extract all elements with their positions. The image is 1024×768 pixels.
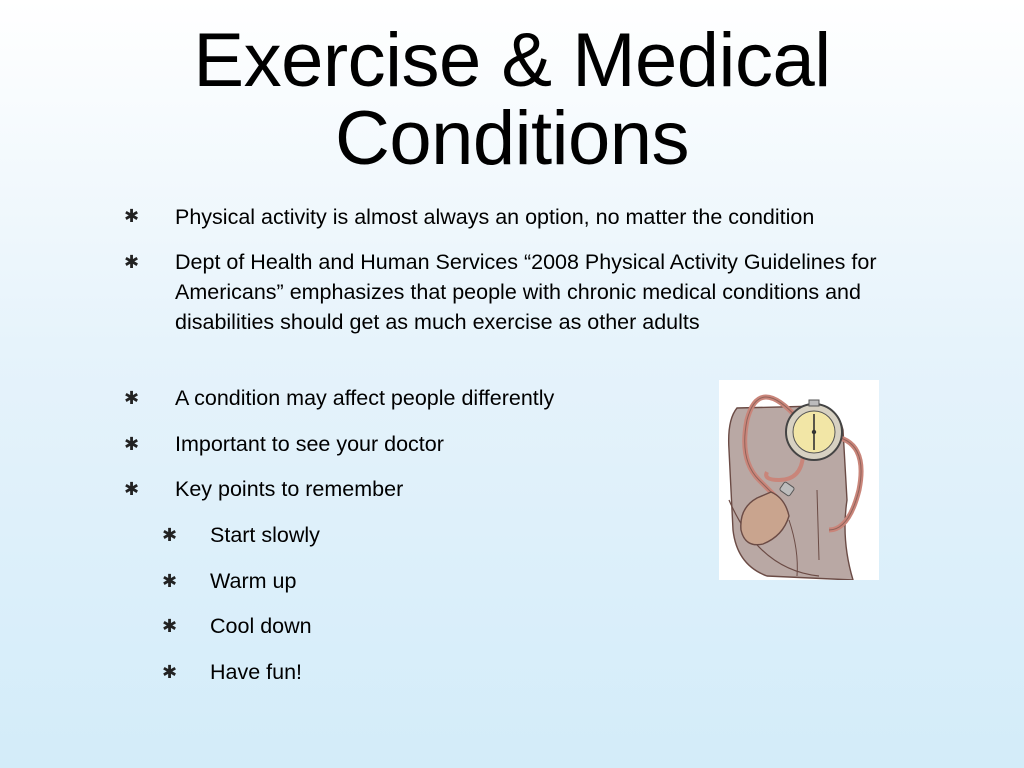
sub-bullet-item: Warm up — [210, 569, 297, 593]
sub-bullet-marker: ✱ — [162, 571, 178, 592]
sub-bullet-marker: ✱ — [162, 616, 178, 637]
sub-bullet-item: Have fun! — [210, 660, 303, 684]
slide-title: Exercise & Medical Conditions — [193, 18, 831, 181]
sub-bullet-marker: ✱ — [162, 525, 178, 546]
bullet-item: Important to see your doctor — [175, 432, 444, 456]
sub-bullet-marker: ✱ — [162, 662, 178, 683]
blood-pressure-cuff-icon — [719, 380, 879, 580]
bullet-marker: ✱ — [124, 479, 140, 500]
bullet-marker: ✱ — [124, 206, 140, 227]
bullet-marker: ✱ — [124, 388, 140, 409]
sub-bullet-item: Start slowly — [210, 523, 320, 547]
bullet-item: Dept of Health and Human Services “2008 Physical Activity Guidelines for Americans” emphasizes that people with chronic medical conditions and disabilities should get as much exercise as other adults — [175, 250, 877, 334]
sub-bullet-item: Cool down — [210, 614, 312, 638]
bullet-item: A condition may affect people differently — [175, 386, 555, 410]
bullet-item: Key points to remember — [175, 477, 404, 501]
bullet-marker: ✱ — [124, 434, 140, 455]
bullet-marker: ✱ — [124, 252, 140, 273]
bullet-item: Physical activity is almost always an option, no matter the condition — [175, 205, 815, 229]
